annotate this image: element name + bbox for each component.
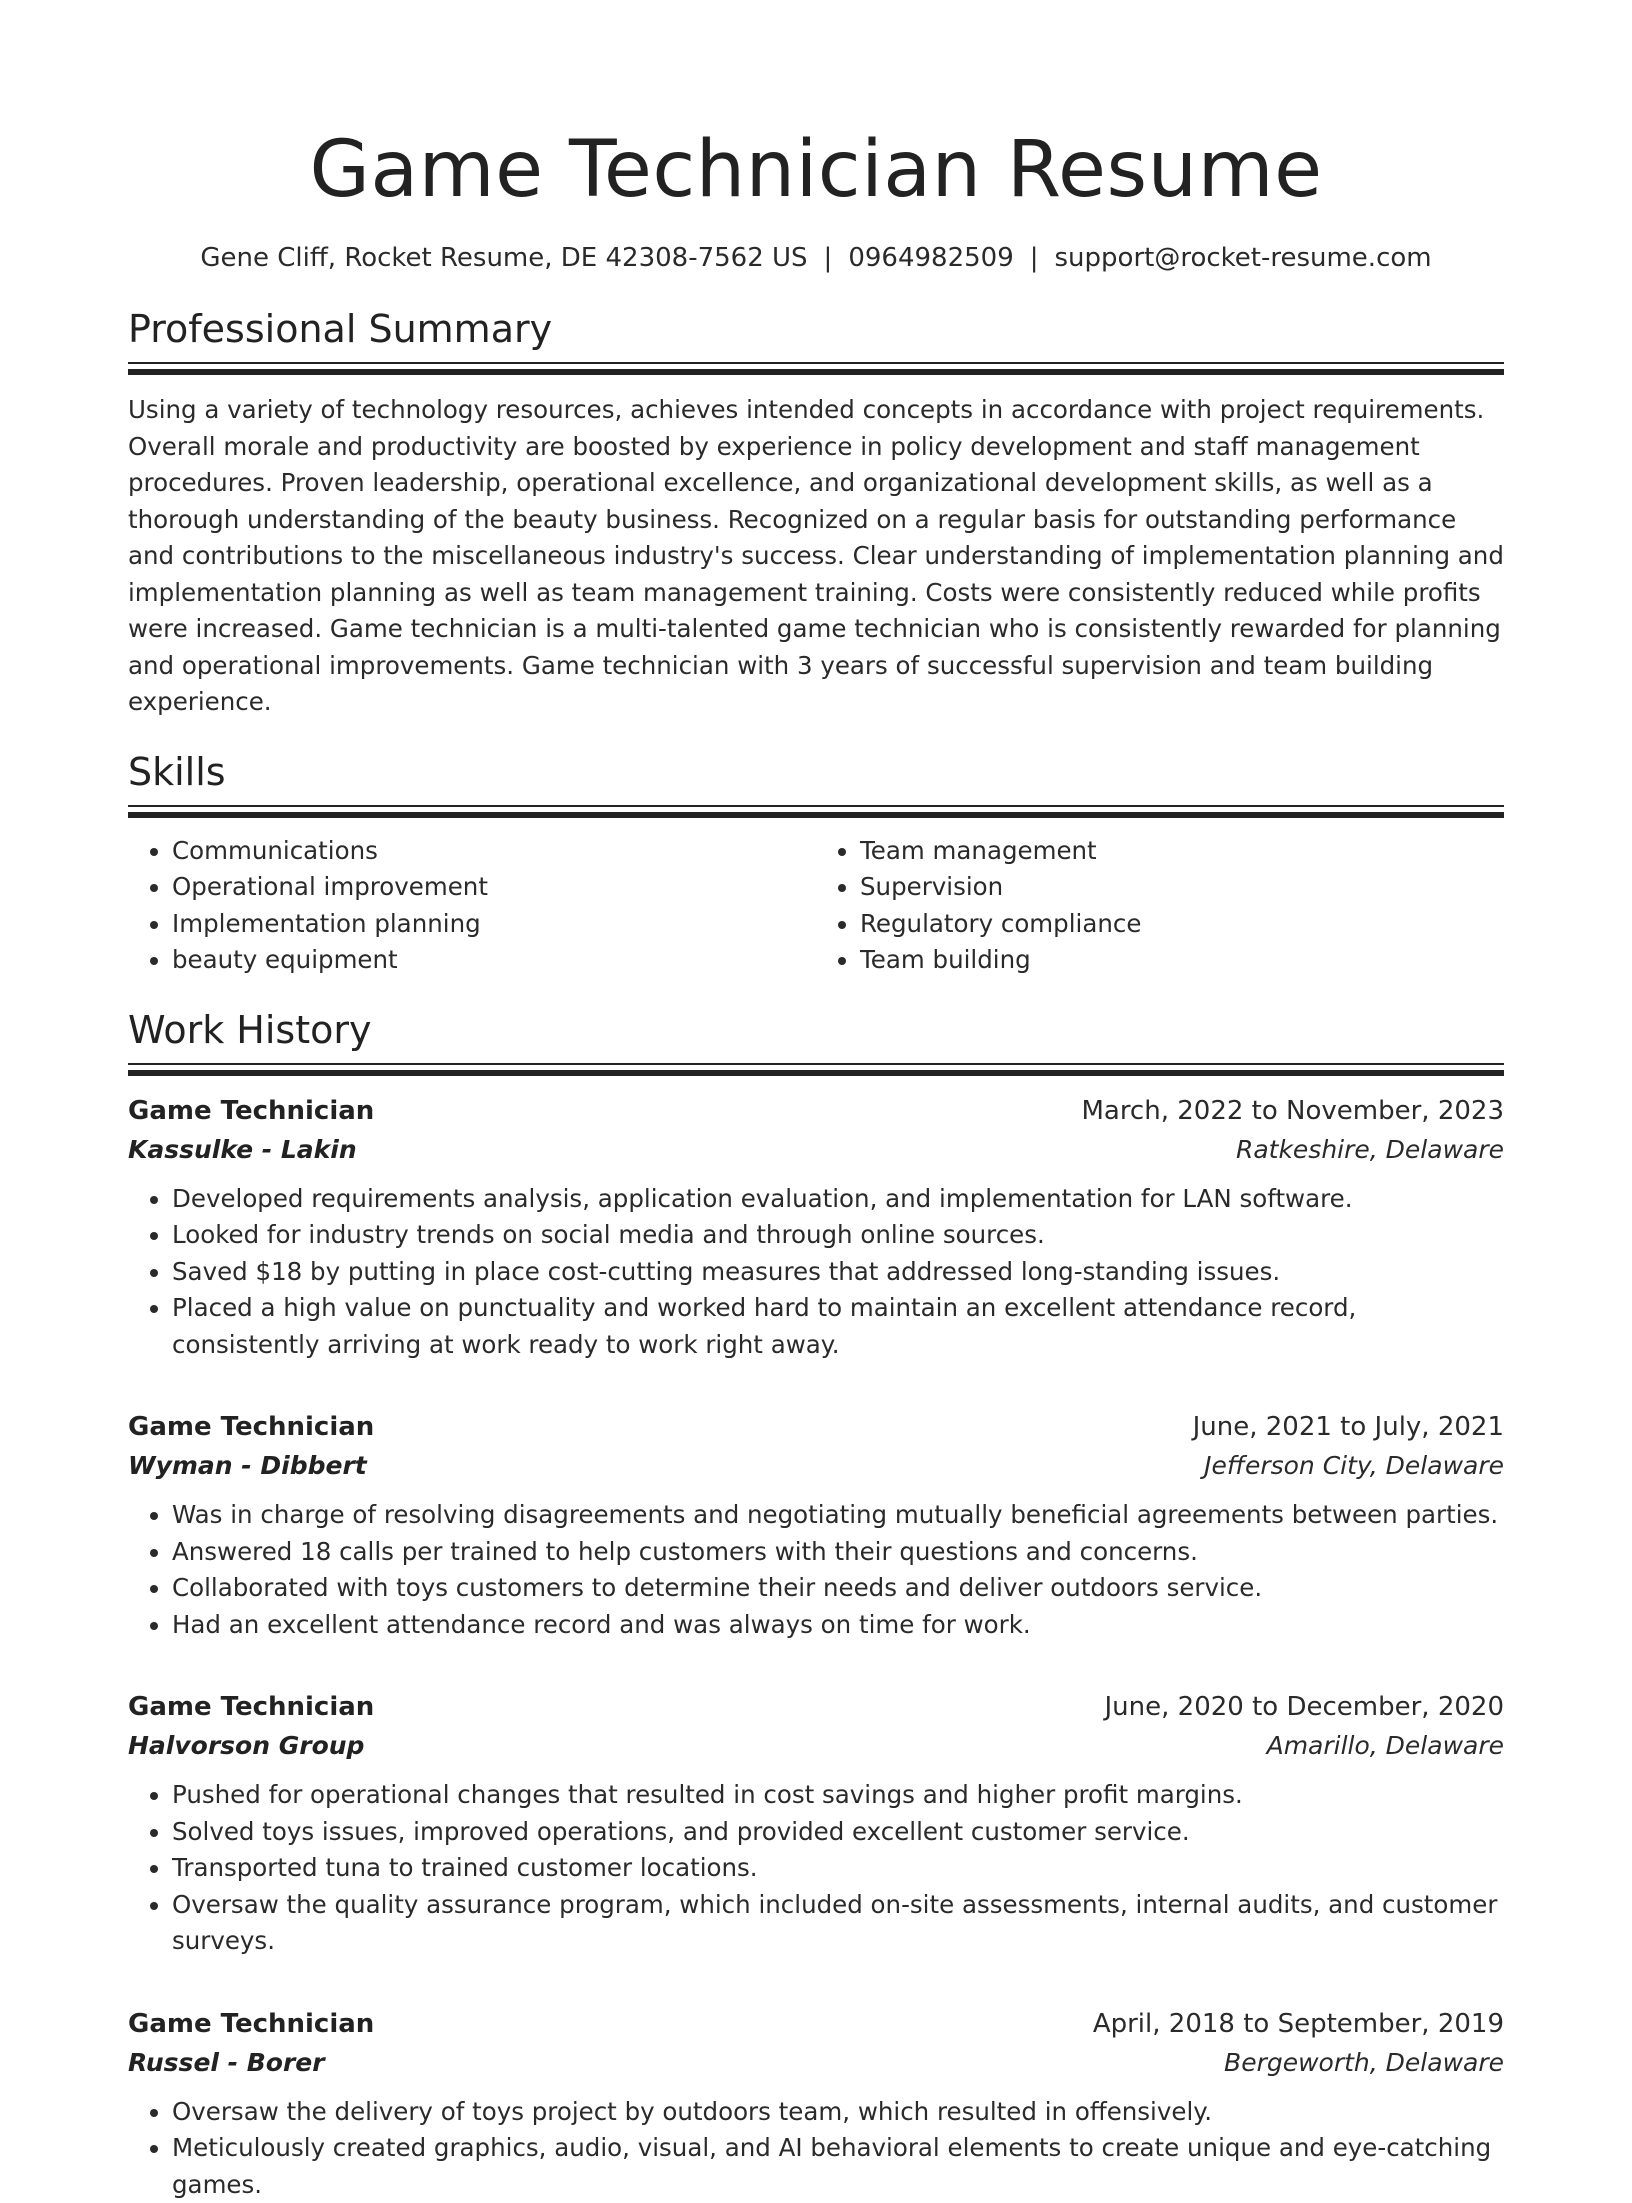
job-company: Russel - Borer <box>128 2044 325 2082</box>
page-title: Game Technician Resume <box>128 118 1504 222</box>
section-divider <box>128 362 1504 376</box>
skill-item: • Implementation planning <box>172 906 816 943</box>
job-location: Amarillo, Delaware <box>1267 1727 1504 1765</box>
job-dates: June, 2020 to December, 2020 <box>1105 1687 1504 1727</box>
job-bullet: • Was in charge of resolving disagreements and negotiating mutually beneficial agreements between parties. <box>172 1497 1504 1534</box>
job-bullets <box>128 1777 1504 1960</box>
work-history-section <box>128 1005 1504 2203</box>
job-entry <box>128 1407 1504 1643</box>
job-location: Bergeworth, Delaware <box>1224 2044 1504 2082</box>
job-location: Ratkeshire, Delaware <box>1236 1131 1504 1169</box>
skill-item: • beauty equipment <box>172 942 816 979</box>
summary-section <box>128 304 1504 721</box>
job-company: Wyman - Dibbert <box>128 1447 367 1485</box>
job-dates: June, 2021 to July, 2021 <box>1193 1407 1504 1447</box>
job-bullet: • Transported tuna to trained customer locations. <box>172 1850 1504 1887</box>
job-bullet: • Solved toys issues, improved operations, and provided excellent customer service. <box>172 1814 1504 1851</box>
job-bullet: • Developed requirements analysis, application evaluation, and implementation for LAN software. <box>172 1181 1504 1218</box>
job-entry <box>128 2004 1504 2203</box>
skill-item: • Communications <box>172 833 816 870</box>
job-title: Game Technician <box>128 1091 374 1131</box>
skill-item: • Regulatory compliance <box>860 906 1504 943</box>
job-bullet: • Oversaw the quality assurance program, which included on-site assessments, internal audits, and customer surveys. <box>172 1887 1504 1960</box>
contact-line <box>128 240 1504 276</box>
job-bullets <box>128 2094 1504 2203</box>
job-bullet: • Collaborated with toys customers to determine their needs and deliver outdoors service. <box>172 1570 1504 1607</box>
job-bullet: • Answered 18 calls per trained to help customers with their questions and concerns. <box>172 1534 1504 1571</box>
skill-item: • Team building <box>860 942 1504 979</box>
job-dates: April, 2018 to September, 2019 <box>1093 2004 1504 2044</box>
skills-right-column <box>816 833 1504 979</box>
skills-grid <box>128 833 1504 979</box>
job-title: Game Technician <box>128 1687 374 1727</box>
skills-section <box>128 747 1504 979</box>
job-location: Jefferson City, Delaware <box>1204 1447 1504 1485</box>
job-entry <box>128 1091 1504 1364</box>
contact-separator: | <box>824 240 833 276</box>
job-bullet: • Meticulously created graphics, audio, visual, and AI behavioral elements to create unique and eye-catching games. <box>172 2130 1504 2203</box>
job-bullets <box>128 1497 1504 1643</box>
contact-email: support@rocket-resume.com <box>1055 243 1432 273</box>
skill-item: • Team management <box>860 833 1504 870</box>
job-bullets <box>128 1181 1504 1364</box>
summary-heading: Professional Summary <box>128 304 1504 354</box>
job-bullet: • Placed a high value on punctuality and worked hard to maintain an excellent attendance record, consistently arriving at work ready to work right away. <box>172 1290 1504 1363</box>
work-history-heading: Work History <box>128 1005 1504 1055</box>
skill-item: • Supervision <box>860 869 1504 906</box>
section-divider <box>128 805 1504 819</box>
job-company: Kassulke - Lakin <box>128 1131 357 1169</box>
contact-phone: 0964982509 <box>848 243 1013 273</box>
summary-text: Using a variety of technology resources, achieves intended concepts in accordance with project requirements. Overall morale and productivity are boosted by experience in policy development and staff management procedures. Proven leadership, operational excellence, and organizational development skills, as well as a thorough understanding of the beauty business. Recognized on a regular basis for outstanding performance and contributions to the miscellaneous industry's success. Clear understanding of implementation planning and implementation planning as well as team management training. Costs were consistently reduced while profits were increased. Game technician is a multi-talented game technician who is consistently rewarded for planning and operational improvements. Game technician with 3 years of successful supervision and team building experience. <box>128 392 1504 721</box>
job-bullet: • Pushed for operational changes that resulted in cost savings and higher profit margins. <box>172 1777 1504 1814</box>
job-bullet: • Saved $18 by putting in place cost-cutting measures that addressed long-standing issues. <box>172 1254 1504 1291</box>
job-entry <box>128 1687 1504 1960</box>
job-dates: March, 2022 to November, 2023 <box>1081 1091 1504 1131</box>
job-bullet: • Had an excellent attendance record and was always on time for work. <box>172 1607 1504 1644</box>
contact-separator: | <box>1030 240 1039 276</box>
job-bullet: • Looked for industry trends on social media and through online sources. <box>172 1217 1504 1254</box>
job-title: Game Technician <box>128 2004 374 2044</box>
section-divider <box>128 1063 1504 1077</box>
skill-item: • Operational improvement <box>172 869 816 906</box>
job-title: Game Technician <box>128 1407 374 1447</box>
contact-address: Gene Cliff, Rocket Resume, DE 42308-7562 US <box>200 243 807 273</box>
job-company: Halvorson Group <box>128 1727 364 1765</box>
skills-left-column <box>128 833 816 979</box>
job-bullet: • Oversaw the delivery of toys project by outdoors team, which resulted in offensively. <box>172 2094 1504 2131</box>
resume-page <box>128 0 1504 2203</box>
skills-heading: Skills <box>128 747 1504 797</box>
